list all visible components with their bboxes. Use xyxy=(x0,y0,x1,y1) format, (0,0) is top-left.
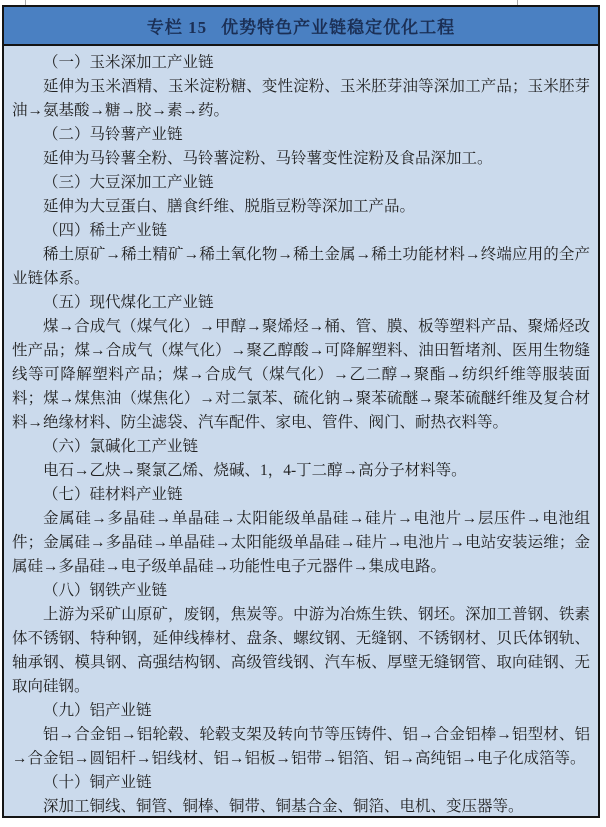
section-heading: （三）大豆深加工产业链 xyxy=(43,174,214,191)
section-heading: （一）玉米深加工产业链 xyxy=(43,54,214,71)
section xyxy=(12,771,590,816)
section-paragraph: 电石→乙炔→聚氯乙烯、烧碱、1，4-丁二醇→高分子材料等。 xyxy=(43,462,467,479)
section-paragraph: 深加工铜线、铜管、铜棒、铜带、铜基合金、铜箔、电机、变压器等。 xyxy=(43,798,524,815)
section-paragraph: 煤→合成气（煤气化）→甲醇→聚烯烃→桶、管、膜、板等塑料产品、聚烯烃改性产品；煤→合成气（煤气化）→聚乙醇酸→可降解塑料、油田暂堵剂、医用生物缝线等可降解塑料产品；煤→合成气（煤气化）→乙二醇→聚酯→纺织纤维等服装面料；煤→煤焦油（煤焦化）→对二氯苯、硫化钠→聚苯硫醚→聚苯硫醚纤维及复合材料→绝缘材料、防尘滤袋、汽车配件、家电、管件、阀门、耐热衣料等。 xyxy=(12,318,590,431)
panel-header xyxy=(4,7,598,46)
section-paragraph: 铝→合金铝→铝轮毂、轮毂支架及转向节等压铸件、铝→合金铝棒→铝型材、铝→合金铝→圆铝杆→铝线材、铝→铝板→铝带→铝箔、铝→高纯铝→电子化成箔等。 xyxy=(12,726,590,767)
section xyxy=(12,483,590,579)
special-column-box xyxy=(2,5,600,818)
section xyxy=(12,123,590,171)
section xyxy=(12,579,590,699)
panel-header-title: 优势特色产业链稳定优化工程 xyxy=(221,18,456,37)
section-heading: （七）硅材料产业链 xyxy=(43,486,183,503)
section-paragraph: 稀土原矿→稀土精矿→稀土氧化物→稀土金属→稀土功能材料→终端应用的全产业链体系。 xyxy=(12,246,590,287)
section xyxy=(12,219,590,291)
section-heading: （五）现代煤化工产业链 xyxy=(43,294,214,311)
section-heading: （二）马铃薯产业链 xyxy=(43,126,183,143)
section-paragraph: 上游为采矿山原矿，废钢，焦炭等。中游为冶炼生铁、钢坯。深加工普钢、铁素体不锈钢、特种钢，延伸线棒材、盘条、螺纹钢、无缝钢、不锈钢材、贝氏体钢轨、轴承钢、模具钢、高强结构钢、高级管线钢、汽车板、厚壁无缝钢管、取向硅钢、无取向硅钢。 xyxy=(12,606,590,695)
section-heading: （八）钢铁产业链 xyxy=(43,582,168,599)
section xyxy=(12,699,590,771)
section xyxy=(12,435,590,483)
section-paragraph: 延伸为大豆蛋白、膳食纤维、脱脂豆粉等深加工产品。 xyxy=(43,198,416,215)
panel-header-label: 专栏 15 xyxy=(146,18,208,37)
section-paragraph: 金属硅→多晶硅→单晶硅→太阳能级单晶硅→硅片→电池片→层压件→电池组件；金属硅→多晶硅→单晶硅→太阳能级单晶硅→硅片→电池片→电站安装运维；金属硅→多晶硅→电子级单晶硅→功能性电子元器件→集成电路。 xyxy=(12,510,590,575)
section xyxy=(12,171,590,219)
panel-body xyxy=(4,46,598,816)
section-heading: （四）稀土产业链 xyxy=(43,222,168,239)
section-heading: （六）氯碱化工产业链 xyxy=(43,438,199,455)
section-paragraph: 延伸为马铃薯全粉、马铃薯淀粉、马铃薯变性淀粉及食品深加工。 xyxy=(43,150,493,167)
section-paragraph: 延伸为玉米酒精、玉米淀粉糖、变性淀粉、玉米胚芽油等深加工产品；玉米胚芽油→氨基酸→糖→胶→素→药。 xyxy=(12,78,590,119)
section xyxy=(12,291,590,435)
section-heading: （九）铝产业链 xyxy=(43,702,152,719)
section xyxy=(12,51,590,123)
section-heading: （十）铜产业链 xyxy=(43,774,152,791)
